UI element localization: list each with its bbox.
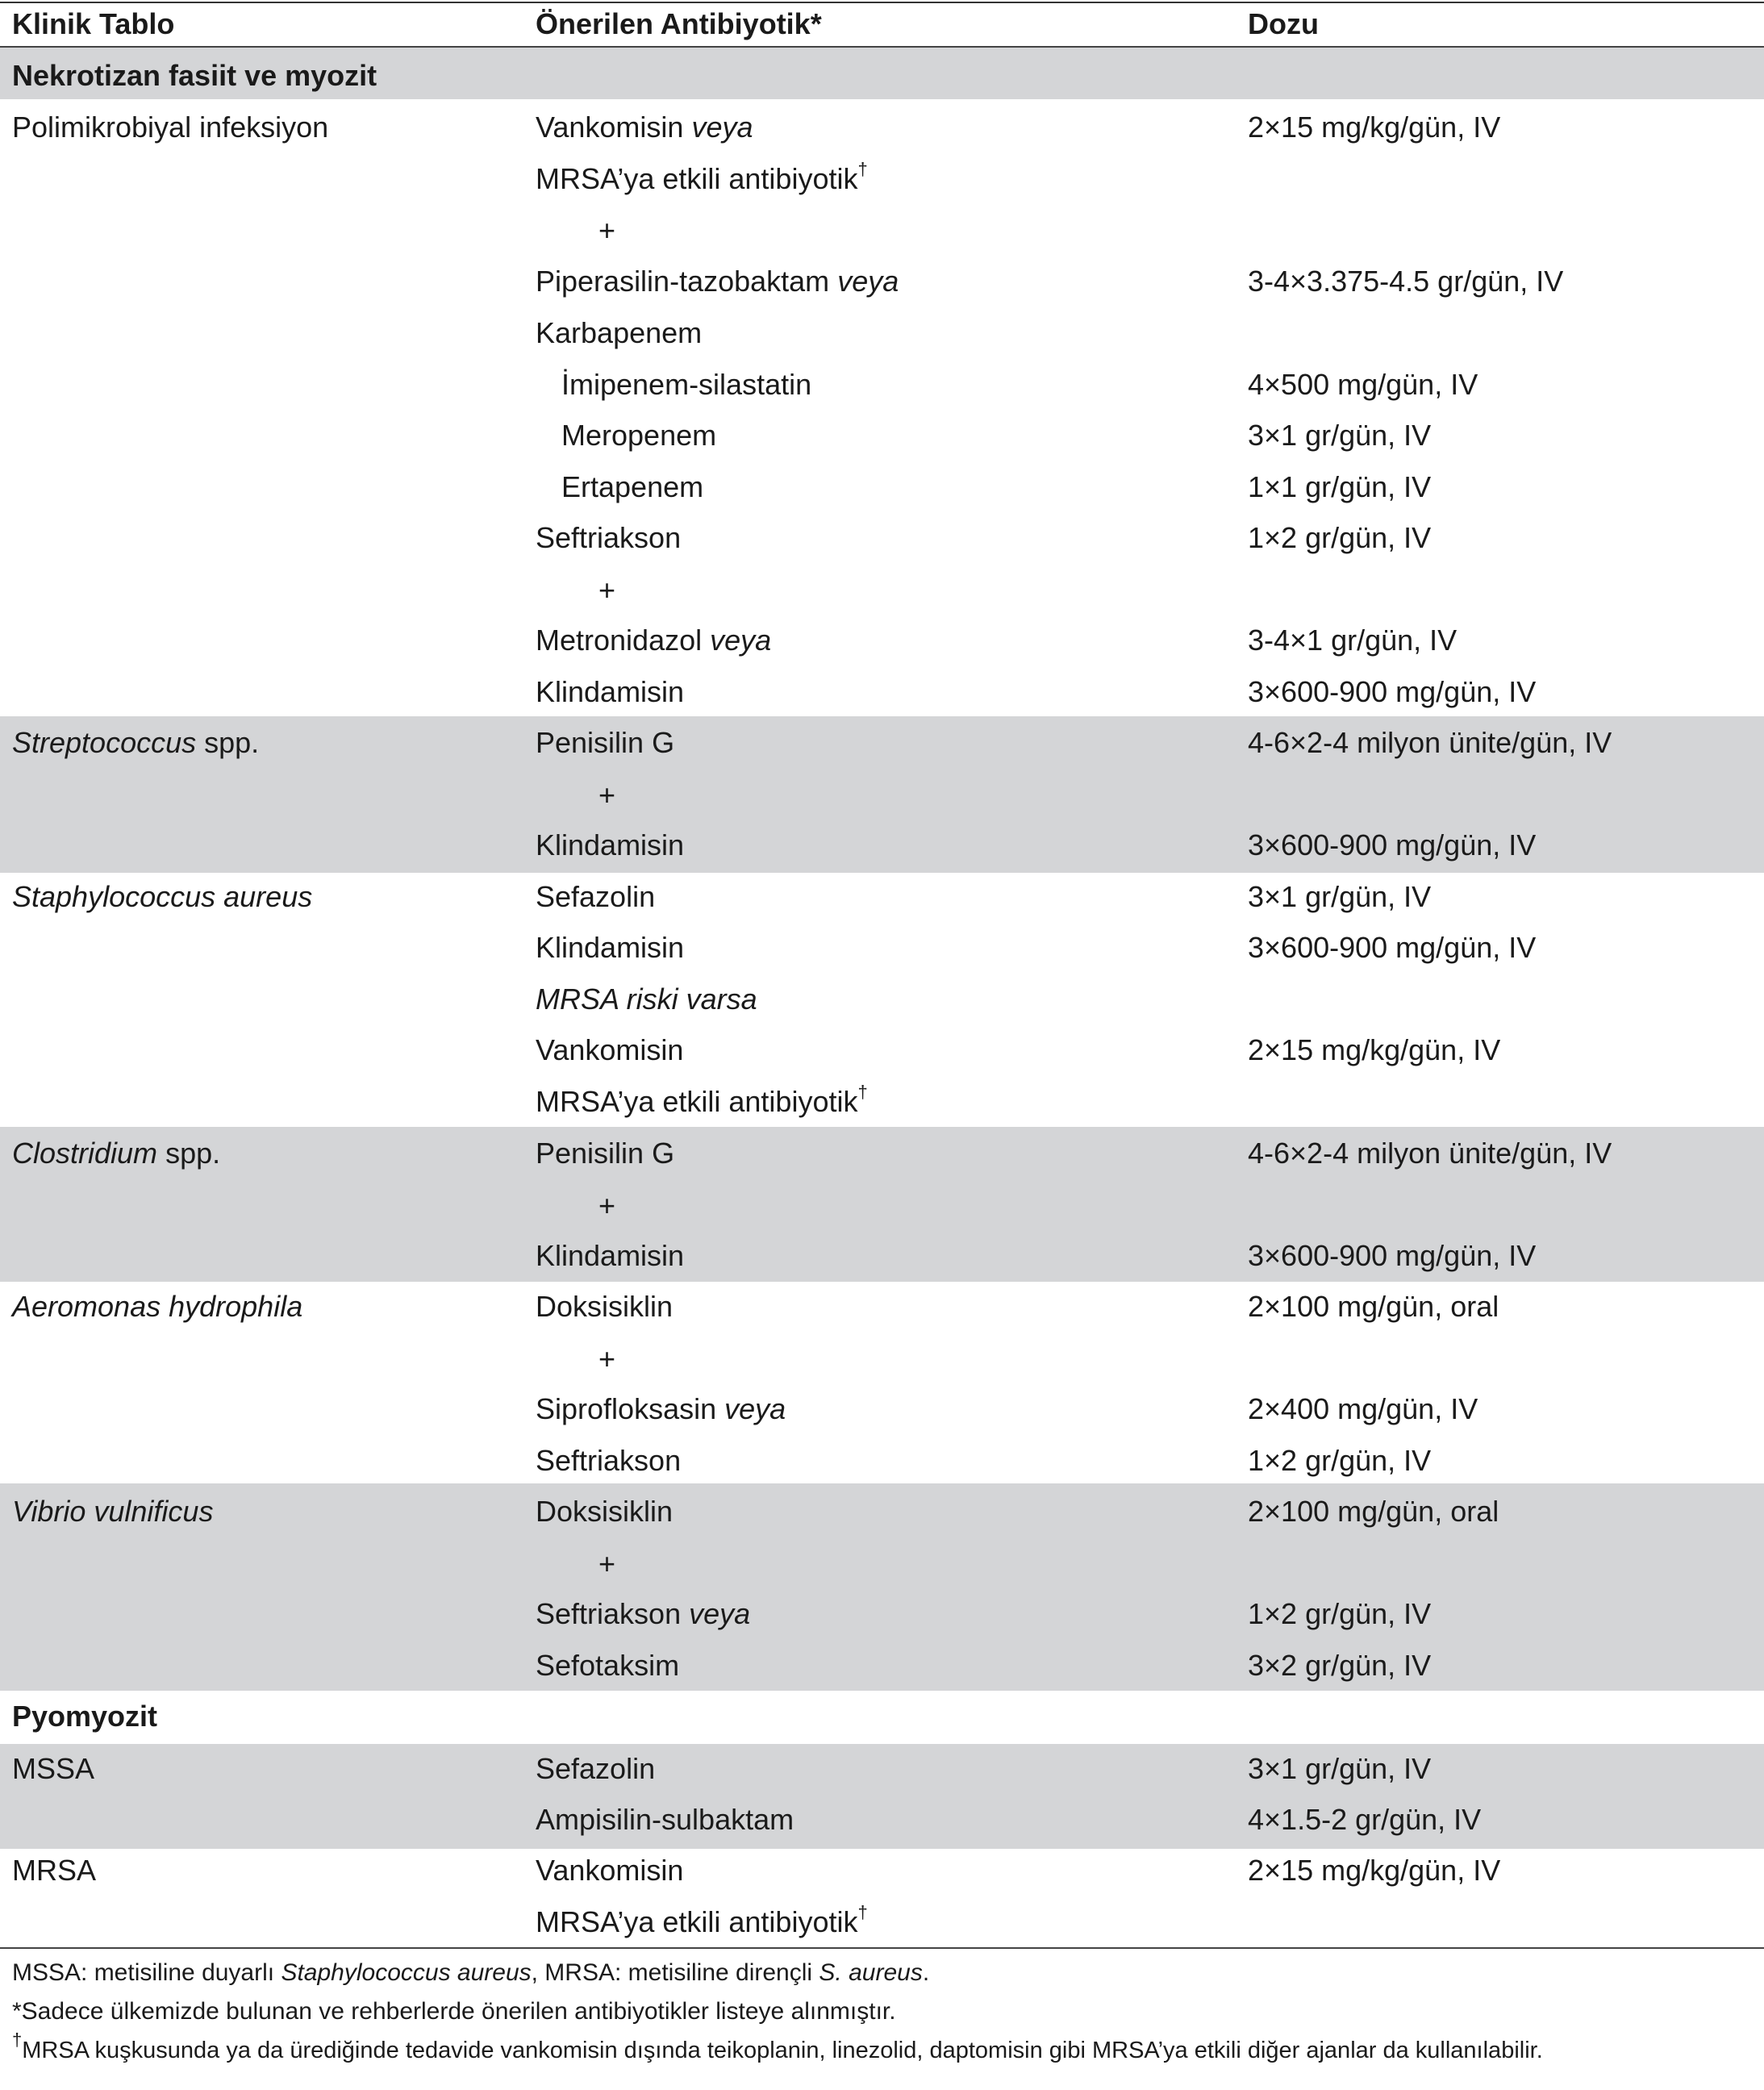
note-mrsa-riski: MRSA riski varsa	[536, 982, 757, 1016]
dose-vankomisin: 2×15 mg/kg/gün, IV	[1248, 111, 1501, 144]
drug-seftriakson: Seftriakson veya	[536, 1597, 751, 1630]
drug-sefazolin: Sefazolin	[536, 880, 656, 913]
dose-siprofloksasin: 2×400 mg/gün, IV	[1248, 1392, 1478, 1425]
drug-sefotaksim: Sefotaksim	[536, 1649, 680, 1682]
drug-doksisiklin: Doksisiklin	[536, 1290, 673, 1323]
dose-vankomisin: 2×15 mg/kg/gün, IV	[1248, 1033, 1501, 1066]
drug-sefazolin: Sefazolin	[536, 1752, 656, 1785]
drug-metronidazol: Metronidazol veya	[536, 624, 772, 657]
dose-klindamisin: 3×600-900 mg/gün, IV	[1248, 1239, 1537, 1272]
plus-sign: +	[598, 574, 616, 607]
drug-seftriakson: Seftriakson	[536, 1444, 682, 1477]
plus-sign: +	[598, 1189, 616, 1222]
dose-sefazolin: 3×1 gr/gün, IV	[1248, 1752, 1432, 1785]
plus-sign: +	[598, 1547, 616, 1580]
dose-doksisiklin: 2×100 mg/gün, oral	[1248, 1290, 1499, 1323]
drug-klindamisin: Klindamisin	[536, 1239, 685, 1272]
dose-piperasilin: 3-4×3.375-4.5 gr/gün, IV	[1248, 265, 1564, 298]
dose-penisilin: 4-6×2-4 milyon ünite/gün, IV	[1248, 1137, 1612, 1170]
drug-vankomisin: Vankomisin	[536, 1854, 684, 1887]
dose-vankomisin: 2×15 mg/kg/gün, IV	[1248, 1854, 1501, 1887]
plus-sign: +	[598, 778, 616, 811]
header-col-clinical: Klinik Tablo	[12, 7, 175, 40]
footnote-asterisk: *Sadece ülkemizde bulunan ve rehberlerde önerilen antibiyotikler listeye alınmıştır.	[12, 1998, 896, 2025]
dose-seftriakson: 1×2 gr/gün, IV	[1248, 1444, 1432, 1477]
drug-doksisiklin: Doksisiklin	[536, 1495, 673, 1528]
dose-seftriakson: 1×2 gr/gün, IV	[1248, 1597, 1432, 1630]
dose-sefazolin: 3×1 gr/gün, IV	[1248, 880, 1432, 913]
drug-klindamisin: Klindamisin	[536, 675, 685, 708]
drug-vankomisin: Vankomisin veya	[536, 111, 753, 144]
header-col-dose: Dozu	[1248, 7, 1319, 40]
drug-penisilin: Penisilin G	[536, 726, 675, 759]
group-label-clostridium: Clostridium spp.	[12, 1137, 221, 1170]
drug-vankomisin: Vankomisin	[536, 1033, 684, 1066]
dose-klindamisin: 3×600-900 mg/gün, IV	[1248, 828, 1537, 861]
footnote-dagger: †MRSA kuşkusunda ya da ürediğinde tedavide vankomisin dışında teikoplanin, linezolid, daptomisin gibi MRSA’ya etkili diğer ajanlar da kullanılabilir.	[12, 2030, 1543, 2063]
drug-ertapenem: Ertapenem	[561, 470, 704, 503]
group-label-staphylococcus: Staphylococcus aureus	[12, 880, 313, 913]
dose-doksisiklin: 2×100 mg/gün, oral	[1248, 1495, 1499, 1528]
dose-seftriakson: 1×2 gr/gün, IV	[1248, 521, 1432, 554]
dose-imipenem: 4×500 mg/gün, IV	[1248, 368, 1478, 401]
group-label-streptococcus: Streptococcus spp.	[12, 726, 260, 759]
drug-karbapenem: Karbapenem	[536, 316, 703, 349]
group-label-aeromonas: Aeromonas hydrophila	[12, 1290, 303, 1323]
group-band-mssa	[0, 1744, 1764, 1849]
header-rule	[0, 46, 1764, 48]
plus-sign: +	[598, 1342, 616, 1375]
drug-penisilin: Penisilin G	[536, 1137, 675, 1170]
section-title-pyomyozit: Pyomyozit	[12, 1700, 158, 1733]
section-title-nekrotizan: Nekrotizan fasiit ve myozit	[12, 59, 377, 92]
dose-klindamisin: 3×600-900 mg/gün, IV	[1248, 931, 1537, 964]
drug-klindamisin: Klindamisin	[536, 828, 685, 861]
dose-ertapenem: 1×1 gr/gün, IV	[1248, 470, 1432, 503]
drug-siprofloksasin: Siprofloksasin veya	[536, 1392, 786, 1425]
dose-sefotaksim: 3×2 gr/gün, IV	[1248, 1649, 1432, 1682]
drug-ampisilin: Ampisilin-sulbaktam	[536, 1803, 794, 1836]
dose-penisilin: 4-6×2-4 milyon ünite/gün, IV	[1248, 726, 1612, 759]
bottom-rule	[0, 1947, 1764, 1949]
top-rule	[0, 2, 1764, 3]
group-label-polimikrobiyal: Polimikrobiyal infeksiyon	[12, 111, 329, 144]
footnote-abbreviations: MSSA: metisiline duyarlı Staphylococcus aureus, MRSA: metisiline dirençli S. aureus.	[12, 1959, 930, 1986]
drug-piperasilin: Piperasilin-tazobaktam veya	[536, 265, 899, 298]
plus-sign: +	[598, 214, 616, 247]
drug-mrsa-etkili: MRSA’ya etkili antibiyotik†	[536, 159, 868, 195]
header-col-antibiotic: Önerilen Antibiyotik*	[536, 7, 822, 40]
drug-mrsa-etkili: MRSA’ya etkili antibiyotik†	[536, 1082, 868, 1118]
drug-klindamisin: Klindamisin	[536, 931, 685, 964]
group-band-vibrio	[0, 1483, 1764, 1691]
drug-imipenem: İmipenem-silastatin	[561, 368, 812, 401]
drug-meropenem: Meropenem	[561, 419, 717, 452]
dose-klindamisin: 3×600-900 mg/gün, IV	[1248, 675, 1537, 708]
drug-seftriakson: Seftriakson	[536, 521, 682, 554]
dose-meropenem: 3×1 gr/gün, IV	[1248, 419, 1432, 452]
group-label-mrsa: MRSA	[12, 1854, 97, 1887]
dose-metronidazol: 3-4×1 gr/gün, IV	[1248, 624, 1457, 657]
drug-mrsa-etkili: MRSA’ya etkili antibiyotik†	[536, 1902, 868, 1938]
group-label-vibrio: Vibrio vulnificus	[12, 1495, 214, 1528]
group-label-mssa: MSSA	[12, 1752, 95, 1785]
dose-ampisilin: 4×1.5-2 gr/gün, IV	[1248, 1803, 1482, 1836]
